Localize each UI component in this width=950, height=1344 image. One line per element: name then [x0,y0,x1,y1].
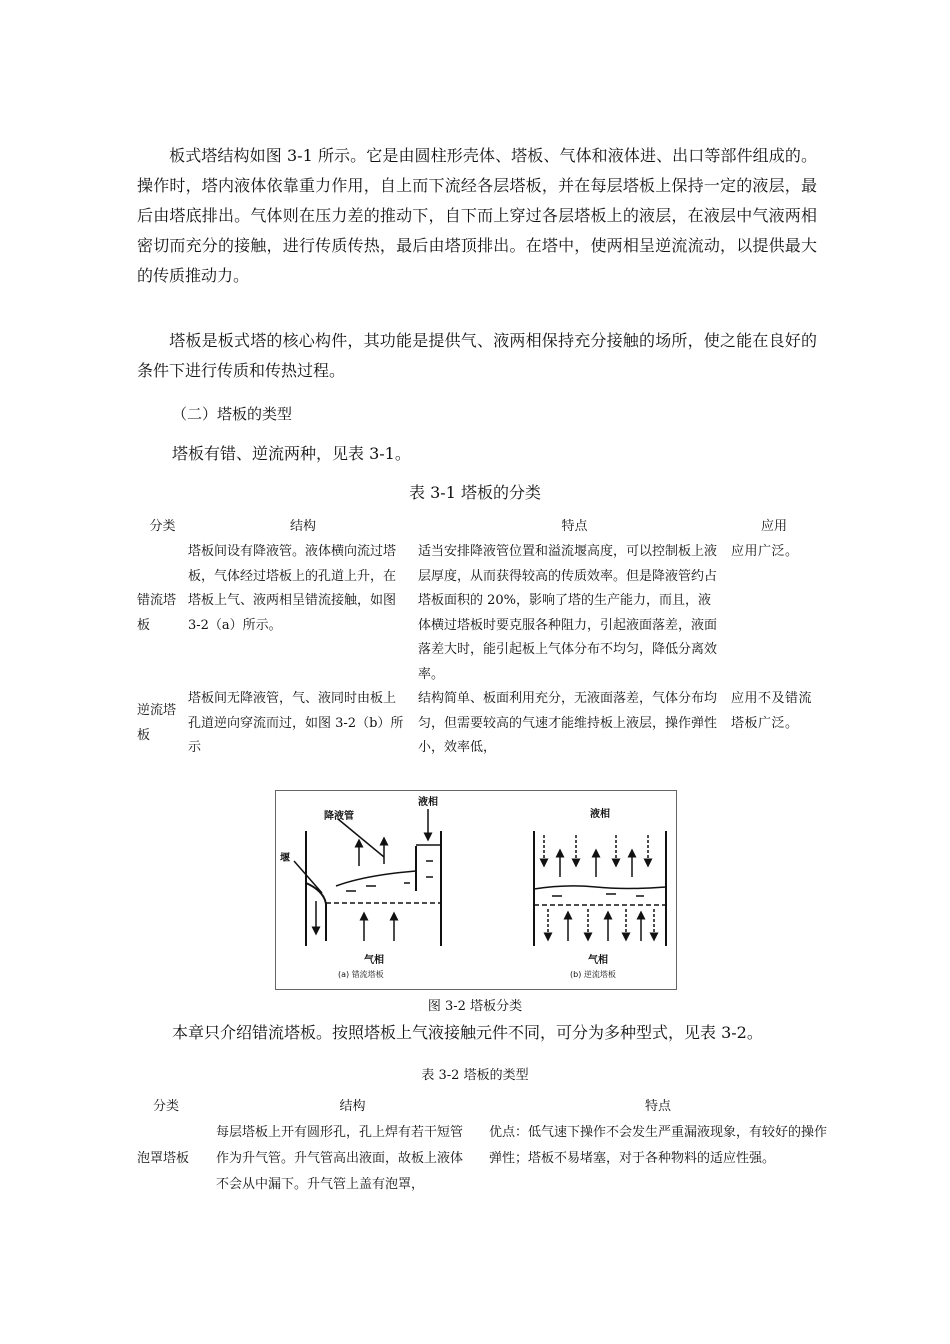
header-application: 应用 [760,518,787,534]
table-tray-types [137,1094,827,1198]
label-subfigure-b: (b) 逆流塔板 [570,970,616,979]
figure-tray-types [275,790,677,990]
cell-structure: 塔板间设有降液管。液体横向流过塔板，气体经过塔板上的孔道上升，在塔板上气、液两相呈错流接触，如图 3-2（a）所示。 [188,544,397,633]
header-category: 分类 [149,518,176,534]
cell-application: 应用广泛。 [731,544,799,559]
table-row [137,687,817,761]
cell-features: 优点：低气速下操作不会发生严重漏液现象，有较好的操作弹性；塔板不易堵塞，对于各种物料的适应性强。 [489,1125,828,1166]
label-gas-phase-b: 气相 [588,955,608,966]
liquid-surface [534,886,666,889]
cell-features: 适当安排降液管位置和溢流堰高度，可以控制板上液层厚度，从而获得较高的传质效率。但是降液管约占塔板面积的 20%，影响了塔的生产能力，而且，液体横过塔板时要克服各种阻力，引起液面落差，液面落差大时，能引起板上气体分布不均匀，降低分离效率。 [418,544,718,682]
cell-category: 泡罩塔板 [137,1151,190,1166]
paragraph-tower-structure [137,141,817,291]
paragraph-tray-kinds: 塔板有错、逆流两种，见表 3-1。 [172,444,411,463]
cell-structure: 每层塔板上开有圆形孔，孔上焊有若干短管作为升气管。升气管高出液面，故板上液体不会从中漏下。升气管上盖有泡罩， [216,1125,464,1192]
label-downcomer: 降液管 [324,811,354,822]
header-structure: 结构 [339,1099,366,1114]
paragraph-text: 板式塔结构如图 3-1 所示。它是由圆柱形壳体、塔板、气体和液体进、出口等部件组成的。操作时，塔内液体依靠重力作用，自上而下流经各层塔板，并在每层塔板上保持一定的液层，最后由塔底排出。气体则在压力差的推动下，自下而上穿过各层塔板上的液层，在液层中气液两相密切而充分的接触，进行传质传热，最后由塔顶排出。在塔中，使两相呈逆流流动，以提供最大的传质推动力。 [137,146,817,285]
cell-category: 逆流塔板 [137,703,177,743]
paragraph-text: 塔板是板式塔的核心构件，其功能是提供气、液两相保持充分接触的场所，使之能在良好的条件下进行传质和传热过程。 [137,331,817,380]
header-features: 特点 [644,1099,671,1114]
weir-leader [294,861,322,893]
label-subfigure-a: (a) 错流塔板 [338,970,384,979]
table-row [137,540,817,687]
section-heading: （二）塔板的类型 [172,405,293,423]
table-row [137,1120,827,1198]
table-header-row [137,514,817,540]
cell-structure: 塔板间无降液管，气、液同时由板上孔道逆向穿流而过，如图 3-2（b）所示 [188,691,404,755]
cell-features: 结构简单、板面利用充分，无液面落差，气体分布均匀，但需要较高的气速才能维持板上液层，操作弹性小，效率低， [418,691,718,755]
header-structure: 结构 [289,518,316,534]
paragraph-tray-function [137,326,817,386]
table1-caption: 表 3-1 塔板的分类 [409,483,541,502]
cell-category: 错流塔板 [137,593,177,633]
downcomer-leader [338,819,384,857]
label-liquid-phase-a: 液相 [418,797,438,808]
cell-application: 应用不及错流塔板广泛。 [731,691,813,731]
label-liquid-phase-b: 液相 [590,809,610,820]
header-features: 特点 [561,518,588,534]
table-header-row [137,1094,827,1120]
header-category: 分类 [153,1099,180,1114]
table-tray-classification [137,514,817,761]
paragraph-crossflow-intro: 本章只介绍错流塔板。按照塔板上气液接触元件不同，可分为多种型式，见表 3-2。 [172,1023,763,1042]
label-gas-phase-a: 气相 [364,955,384,966]
tray-diagram [276,791,676,989]
figure-caption: 图 3-2 塔板分类 [427,999,523,1014]
label-weir: 堰 [280,853,290,864]
table2-caption: 表 3-2 塔板的类型 [421,1068,529,1083]
